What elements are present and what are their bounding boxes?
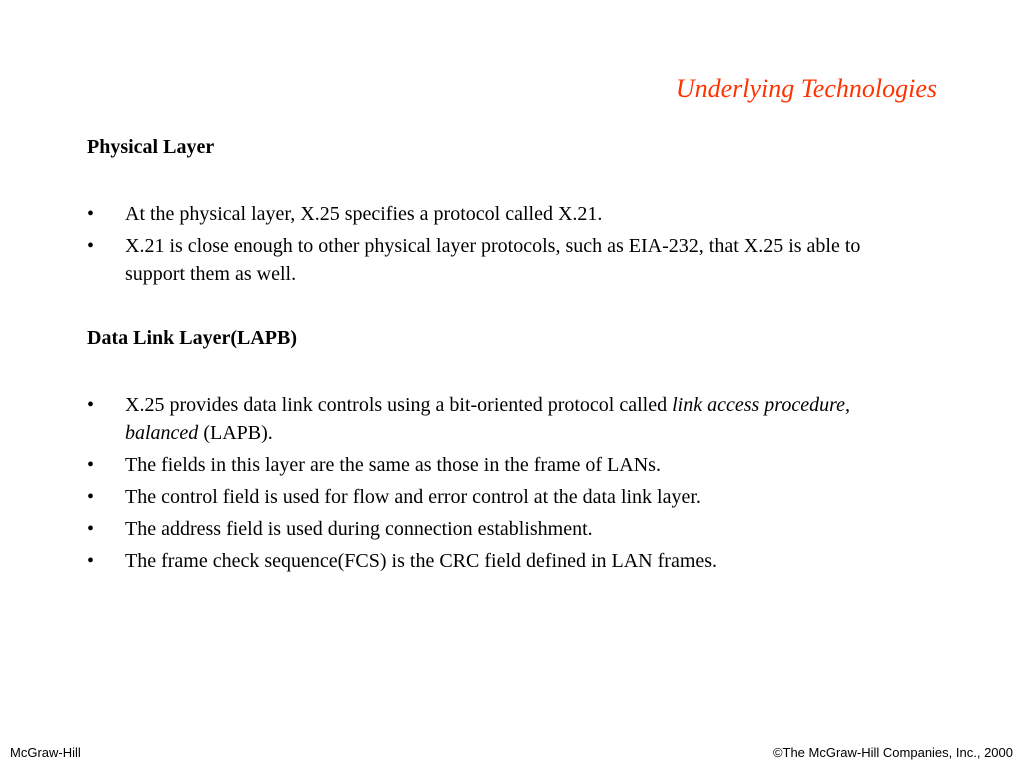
data-link-layer-bullets bbox=[87, 391, 917, 579]
footer-publisher: McGraw-Hill bbox=[10, 745, 81, 760]
bullet-mark: • bbox=[87, 518, 95, 540]
list-item bbox=[87, 232, 917, 288]
list-item bbox=[87, 391, 917, 447]
list-item bbox=[87, 200, 917, 228]
bullet-mark: • bbox=[87, 394, 95, 416]
bullet-text-italic: link access procedure, balanced bbox=[125, 394, 850, 444]
bullet-text-before: X.25 provides data link controls using a bit-oriented protocol called bbox=[125, 394, 673, 416]
slide-title: Underlying Technologies bbox=[675, 74, 937, 103]
footer-copyright: ©The McGraw-Hill Companies, Inc., 2000 bbox=[772, 745, 1013, 760]
physical-layer-heading: Physical Layer bbox=[87, 136, 215, 158]
bullet-mark: • bbox=[87, 550, 95, 572]
bullet-mark: • bbox=[87, 454, 95, 476]
bullet-text: The fields in this layer are the same as those in the frame of LANs. bbox=[125, 454, 661, 476]
data-link-layer-heading: Data Link Layer(LAPB) bbox=[87, 327, 297, 349]
list-item bbox=[87, 515, 917, 543]
list-item bbox=[87, 451, 917, 479]
bullet-text: The frame check sequence(FCS) is the CRC field defined in LAN frames. bbox=[125, 550, 718, 572]
bullet-text: At the physical layer, X.25 specifies a protocol called X.21. bbox=[125, 203, 603, 225]
physical-layer-bullets bbox=[87, 200, 917, 292]
bullet-mark: • bbox=[87, 203, 95, 225]
bullet-mark: • bbox=[87, 235, 95, 257]
bullet-mark: • bbox=[87, 486, 95, 508]
list-item bbox=[87, 547, 917, 575]
list-item bbox=[87, 483, 917, 511]
bullet-text-after: (LAPB). bbox=[198, 422, 273, 444]
bullet-text: X.21 is close enough to other physical layer protocols, such as EIA-232, that X.25 is able to support them as well. bbox=[125, 235, 861, 285]
bullet-text: The control field is used for flow and error control at the data link layer. bbox=[125, 486, 701, 508]
bullet-text: The address field is used during connection establishment. bbox=[125, 518, 593, 540]
